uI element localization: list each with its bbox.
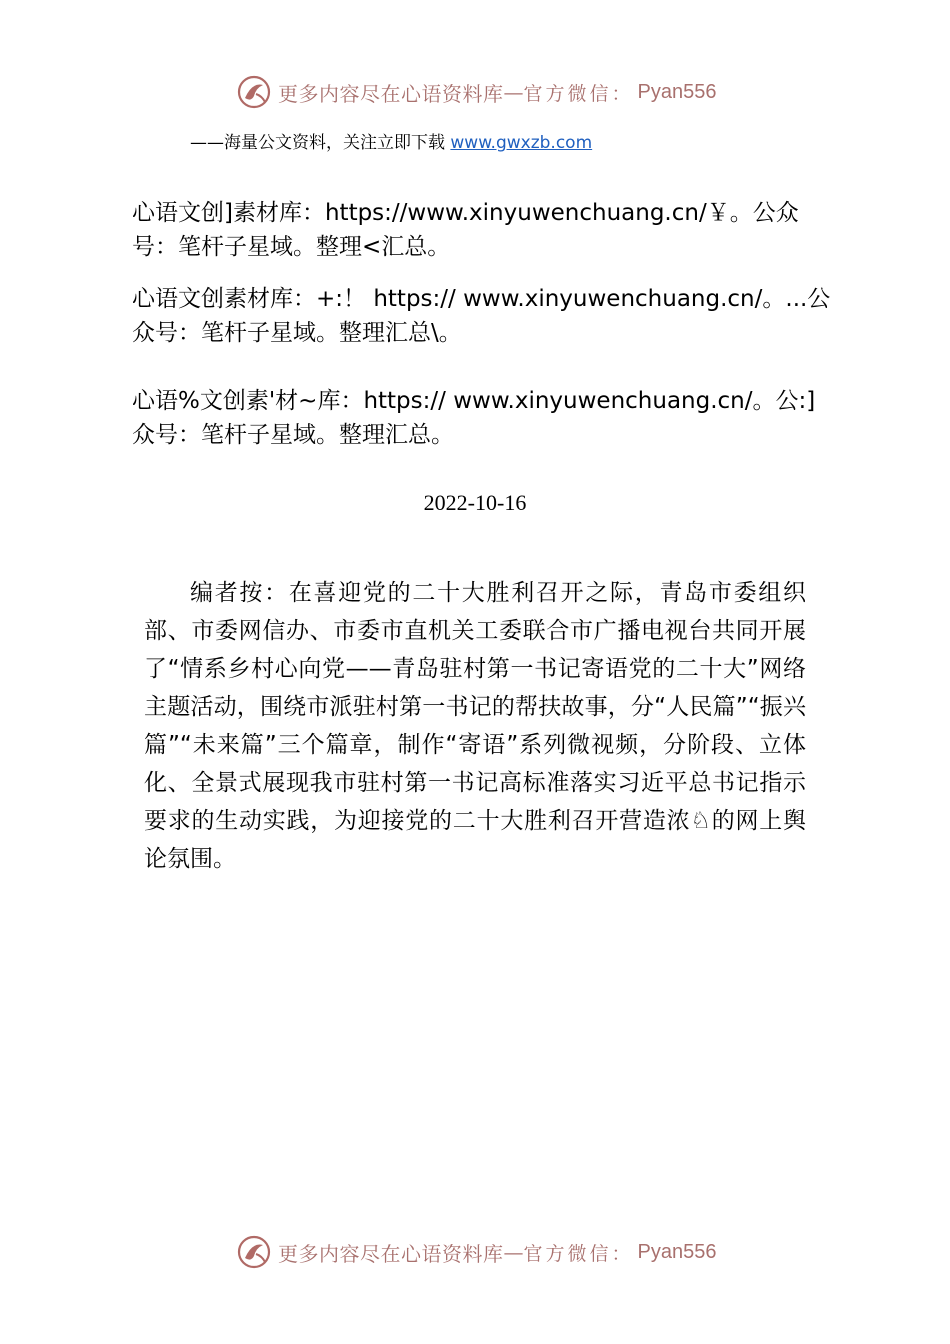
banner-wechat-label: 官方微信： [523, 82, 634, 105]
editor-note-paragraph: 编者按：在喜迎党的二十大胜利召开之际，青岛市委组织部、市委网信办、市委市直机关工委联合市广播电视台共同开展了“情系乡村心向党——青岛驻村第一书记寄语党的二十大”网络主题活动，围绕市派驻村第一书记的帮扶故事，分“人民篇”“振兴篇”“未来篇”三个篇章，制作“寄语”系列微视频，分阶段、立体化、全景式展现我市驻村第一书记高标准落实习近平总书记指示要求的生动实践，为迎接党的二十大胜利召开营造浓♘的网上舆论氛围。 [144, 580, 806, 872]
banner-text: 更多内容尽在心语资料库 [278, 1241, 504, 1266]
banner-separator: — [503, 80, 524, 104]
seal-logo-icon [236, 1234, 272, 1270]
download-link[interactable]: www.gwxzb.com [450, 133, 593, 153]
banner-text: 更多内容尽在心语资料库 [278, 81, 504, 106]
document-date: 2022-10-16 [423, 490, 527, 515]
watermark-text-1: 心语文创]素材库：https://www.xinyuwenchuang.cn/￥。公众号：笔杆子星域。整理<汇总。 [132, 200, 799, 260]
download-subline [190, 128, 592, 153]
watermark-text-2: 心语文创素材库：+:！ https:// www.xinyuwenchuang.cn/。...公众号：笔杆子星域。整理汇总\。 [132, 286, 831, 346]
subline-prefix: ——海量公文资料，关注立即下载 [190, 133, 451, 153]
banner-wechat-id: Pyan556 [637, 80, 717, 103]
watermark-text-3: 心语%文创素'材~库：https:// www.xinyuwenchuang.cn/。公:]众号：笔杆子星域。整理汇总。 [132, 388, 816, 448]
banner-wechat-label: 官方微信： [523, 1242, 634, 1265]
footer-banner [236, 1232, 716, 1272]
banner-separator: — [503, 1240, 524, 1264]
header-banner [236, 72, 716, 112]
seal-logo-icon [236, 74, 272, 110]
banner-wechat-id: Pyan556 [637, 1240, 717, 1263]
